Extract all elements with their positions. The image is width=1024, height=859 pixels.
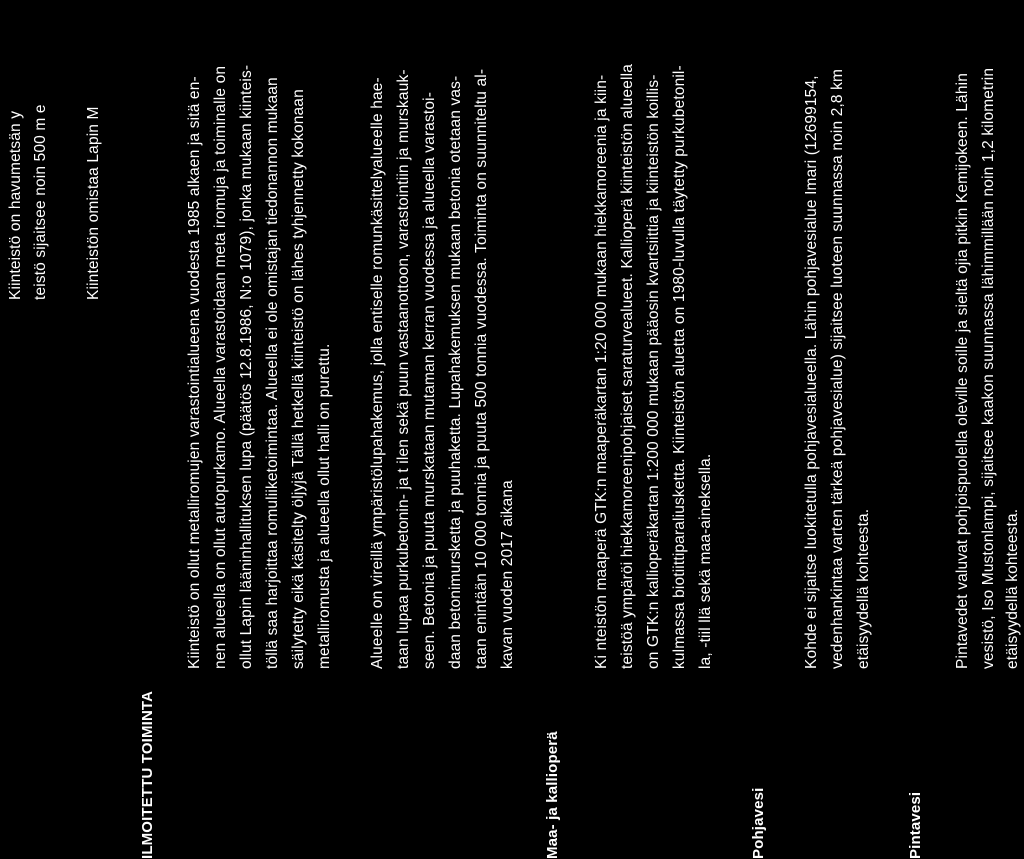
paragraph-line: taan enintään 10 000 tonnia ja puuta 500 tonnia vuodessa. Toiminta on suunniteltu al- [473, 68, 490, 669]
paragraph-line: Kiinteistö on ollut metalliromujen varastointialueena vuodesta 1985 alkaen ja sitä en- [186, 76, 203, 669]
paragraph-line: Pintavedet valuvat pohjoispuolella oleville soille ja sieltä ojia pitkin Kemijokeen. Lähin [954, 73, 971, 669]
section-heading: Pohjavesi [750, 787, 767, 859]
paragraph-line: teistöä ympäröi hiekkamoreenipohjaiset saraturvealueet. Kallioperä kiinteistön alueella [619, 64, 636, 669]
paragraph-line: seen. Betonia ja puuta murskataan mutaman kerran vuodessa ja alueella varastoi- [421, 91, 438, 669]
paragraph-line: vedenhankintaa varten tärkeä pohjavesialue) sijaitsee luoteen suunnassa noin 2,8 km [829, 68, 846, 669]
paragraph-line: daan betonimursketta ja puuhaketta. Lupahakemuksen mukaan betonia otetaan vas- [447, 75, 464, 669]
owner-line: Kiinteistön omistaa Lapin M [85, 106, 102, 300]
section-heading: Pintavesi [907, 791, 924, 859]
paragraph-line: vesistö, Iso Mustonlampi, sijaitsee kaakon suunnassa lähimmillään noin 1,2 kilometrin [980, 67, 997, 669]
paragraph-line: Ki nteistön maaperä GTK:n maaperäkartan 1:20 000 mukaan hiekkamoreenia ja kiin- [593, 74, 610, 669]
paragraph-line: etäisyydellä kohteesta. [855, 508, 872, 669]
paragraph-line: säilytetty eikä käsitelty öljyjä Tällä hetkellä kiinteistö on lähes tyhjennetty kokonaan [290, 89, 307, 669]
section-heading: Maa- ja kallioperä [544, 731, 561, 859]
paragraph-line: kulmassa biotiittiparaliusketta. Kiinteistön aluetta on 1980-luvulla täytetty purkubetonil- [671, 65, 688, 669]
section-heading: ILMOITETTU TOIMINTA [139, 690, 156, 859]
paragraph-line: taan lupaa purkubetonin- ja t ilen sekä puun vastaanottoon, varastointiin ja murskauk- [395, 69, 412, 669]
paragraph-line: etäisyydellä kohteesta. [1004, 508, 1021, 669]
paragraph-line: töllä saa harjoittaa romuliiketoimintaa. Alueella ei ole omistajan tiedonannon mukaan [264, 77, 281, 669]
paragraph-line: ollut Lapin lääninhallituksen lupa (päätös 12.8.1986, N:o 1079), jonka mukaan kiinteis- [238, 64, 255, 669]
fragment-line: teistö sijaitsee noin 500 m e [32, 104, 49, 300]
paragraph-line: metalliromusta ja alueella ollut halli on purettu. [316, 343, 333, 669]
fragment-line: Kiinteistö on havumetsän y [7, 110, 24, 300]
paragraph-line: Kohde ei sijaitse luokitetulla pohjavesialueella. Lähin pohjavesialue Imari (12699154, [803, 75, 820, 669]
paragraph-line: on GTK:n kallioperäkartan 1:200 000 mukaan pääosin kvartsiittia ja kiinteistön koillis- [645, 74, 662, 669]
paragraph-line: la, -tiil llä sekä maa-aineksella. [697, 453, 714, 669]
paragraph-line: Alueelle on vireillä ympäristölupahakemus, jolla entiselle romunkäsittelyalueelle hae- [369, 77, 386, 669]
paragraph-line: nen alueella on ollut autopurkamo. Alueella varastoidaan meta iromuja ja toiminalle on [212, 65, 229, 669]
paragraph-line: kavan vuoden 2017 aikana [499, 480, 516, 669]
